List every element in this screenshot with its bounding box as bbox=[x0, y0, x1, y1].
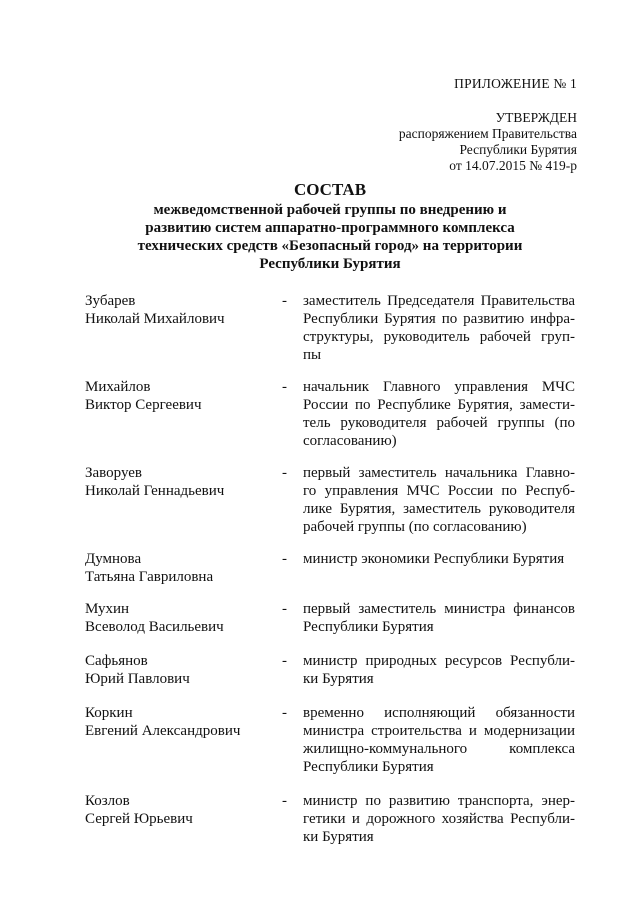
title-line: Республики Бурятия bbox=[259, 256, 401, 272]
member-given-name: Всеволод Васильевич bbox=[85, 619, 224, 635]
member-name bbox=[85, 600, 275, 636]
approval-block bbox=[399, 110, 577, 174]
member-role bbox=[303, 464, 575, 536]
member-name bbox=[85, 550, 275, 586]
member-role bbox=[303, 652, 575, 688]
member-given-name: Юрий Павлович bbox=[85, 671, 190, 687]
member-dash: - bbox=[282, 793, 287, 809]
member-given-name: Сергей Юрьевич bbox=[85, 811, 193, 827]
role-line: рабочей группы (по согласованию) bbox=[303, 519, 527, 535]
role-line: заместитель Председателя Правительства bbox=[303, 293, 575, 309]
role-line: Республики Бурятия bbox=[303, 619, 434, 635]
approval-republic-line: Республики Бурятия bbox=[459, 142, 577, 157]
member-surname: Козлов bbox=[85, 793, 130, 809]
role-line: жилищно-коммунального комплекса bbox=[303, 741, 575, 757]
member-dash: - bbox=[282, 465, 287, 481]
member-role bbox=[303, 292, 575, 364]
role-line: министр по развитию транспорта, энер- bbox=[303, 793, 575, 809]
role-line: России по Республике Бурятия, замести- bbox=[303, 397, 575, 413]
member-given-name: Татьяна Гавриловна bbox=[85, 569, 214, 585]
title-line: межведомственной рабочей группы по внедрению и bbox=[153, 202, 507, 218]
member-given-name: Евгений Александрович bbox=[85, 723, 241, 739]
member-name bbox=[85, 652, 275, 688]
role-line: гетики и дорожного хозяйства Республи- bbox=[303, 811, 575, 827]
member-surname: Зубарев bbox=[85, 293, 136, 309]
title-line: технических средств «Безопасный город» на территории bbox=[137, 238, 523, 254]
member-surname: Сафьянов bbox=[85, 653, 148, 669]
member-dash: - bbox=[282, 379, 287, 395]
member-surname: Думнова bbox=[85, 551, 142, 567]
role-line: министра строительства и модернизации bbox=[303, 723, 575, 739]
title-line: развитию систем аппаратно-программного комплекса bbox=[145, 220, 515, 236]
member-given-name: Николай Геннадьевич bbox=[85, 483, 225, 499]
role-line: ки Бурятия bbox=[303, 671, 374, 687]
approval-title: УТВЕРЖДЕН bbox=[495, 110, 577, 125]
title-heading: СОСТАВ bbox=[293, 180, 367, 199]
member-name bbox=[85, 378, 275, 414]
role-line: первый заместитель начальника Главно- bbox=[303, 465, 575, 481]
approval-order-line: распоряжением Правительства bbox=[398, 126, 577, 141]
member-dash: - bbox=[282, 601, 287, 617]
approval-date-line: от 14.07.2015 № 419-р bbox=[449, 158, 577, 173]
member-dash: - bbox=[282, 551, 287, 567]
member-role bbox=[303, 704, 575, 776]
role-line: тель руководителя рабочей группы (по bbox=[303, 415, 575, 431]
member-surname: Михайлов bbox=[85, 379, 151, 395]
member-given-name: Николай Михайлович bbox=[85, 311, 225, 327]
role-line: Республики Бурятия по развитию инфра- bbox=[303, 311, 575, 327]
member-role bbox=[303, 378, 575, 450]
member-role bbox=[303, 792, 575, 846]
appendix-label: ПРИЛОЖЕНИЕ № 1 bbox=[454, 76, 577, 91]
member-role bbox=[303, 600, 575, 636]
member-dash: - bbox=[282, 705, 287, 721]
member-dash: - bbox=[282, 293, 287, 309]
role-line: го управления МЧС России по Респуб- bbox=[303, 483, 575, 499]
role-line: согласованию) bbox=[303, 433, 397, 449]
member-dash: - bbox=[282, 653, 287, 669]
member-name bbox=[85, 704, 275, 740]
member-surname: Заворуев bbox=[85, 465, 142, 481]
member-surname: Коркин bbox=[85, 705, 133, 721]
role-line: структуры, руководитель рабочей груп- bbox=[303, 329, 575, 345]
role-line: первый заместитель министра финансов bbox=[303, 601, 575, 617]
document-title bbox=[100, 180, 560, 273]
member-role bbox=[303, 550, 575, 568]
member-name bbox=[85, 792, 275, 828]
member-name bbox=[85, 464, 275, 500]
role-line: Республики Бурятия bbox=[303, 759, 434, 775]
role-line: министр экономики Республики Бурятия bbox=[303, 551, 565, 567]
role-line: ки Бурятия bbox=[303, 829, 374, 845]
role-line: министр природных ресурсов Республи- bbox=[303, 653, 575, 669]
role-line: лике Бурятия, заместитель руководителя bbox=[303, 501, 575, 517]
role-line: начальник Главного управления МЧС bbox=[303, 379, 575, 395]
member-name bbox=[85, 292, 275, 328]
member-surname: Мухин bbox=[85, 601, 130, 617]
role-line: пы bbox=[303, 347, 322, 363]
member-given-name: Виктор Сергеевич bbox=[85, 397, 202, 413]
role-line: временно исполняющий обязанности bbox=[303, 705, 575, 721]
